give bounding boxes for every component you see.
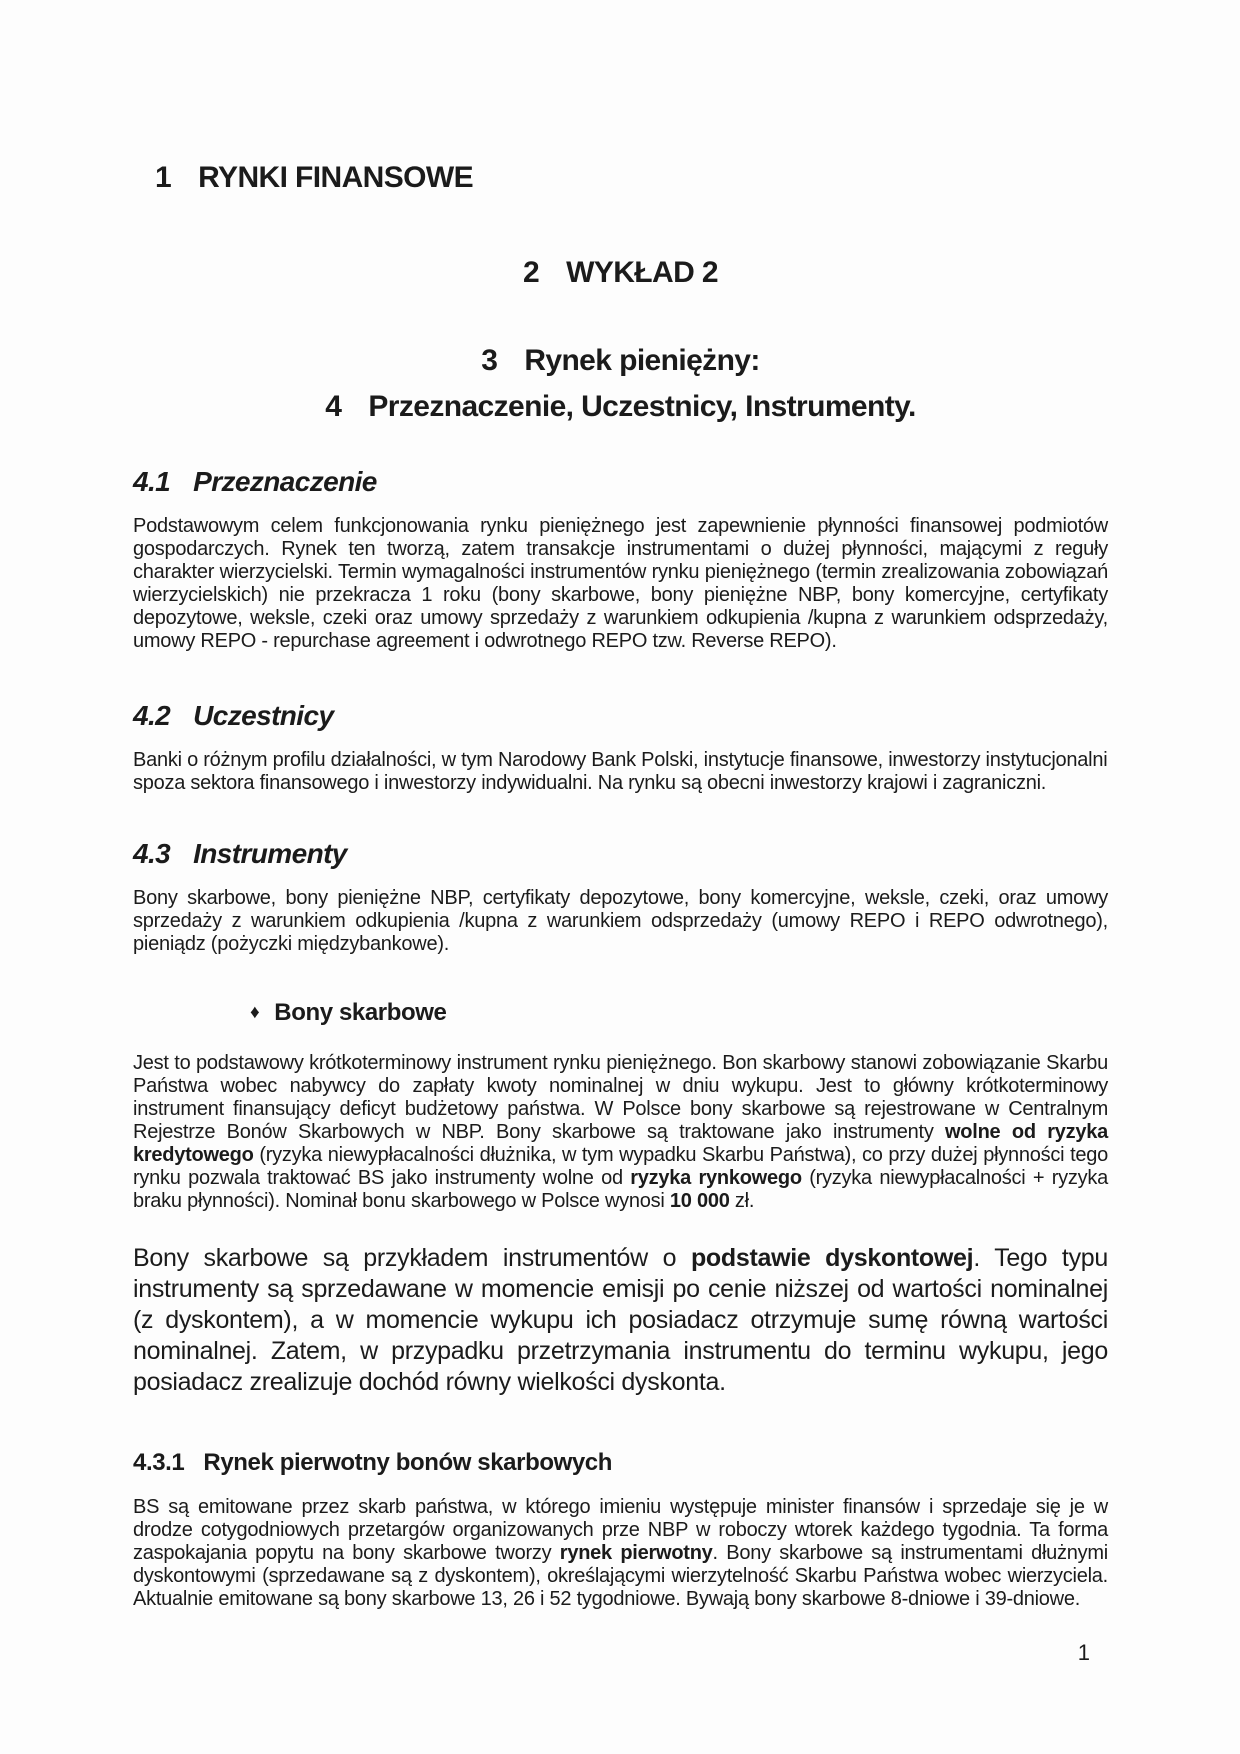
heading-rynki-finansowe [155, 160, 1108, 196]
section-heading-4-3-instrumenty [133, 837, 1108, 871]
heading-number: 4 [325, 390, 342, 423]
heading-text: Przeznaczenie, Uczestnicy, Instrumenty. [368, 390, 916, 423]
heading-text: WYKŁAD 2 [566, 256, 718, 289]
paragraph-rynek-pierwotny: BS są emitowane przez skarb państwa, w którego imieniu występuje minister finansów i sprzedaje się je w drodze cotygodniowych przetargów organizowanych prze NBP w roboczy wtorek każdego tygodnia. Ta forma zaspokajania popytu na bony skarbowe tworzy rynek pierwotny. Bony skarbowe są instrumentami dłużnymi dyskontowymi (sprzedawane są z dyskontem), określającymi wierzytelność Skarbu Państwa wobec wierzyciela. Aktualnie emitowane są bony skarbowe 13, 26 i 52 tygodniowe. Bywają bony skarbowe 8-dniowe i 39-dniowe. [133, 1496, 1108, 1610]
heading-rynek-pieniezny [133, 343, 1108, 379]
paragraph-podstawa-dyskontowa: Bony skarbowe są przykładem instrumentów o podstawie dyskontowej. Tego typu instrumenty są sprzedawane w momencie emisji po cenie niższej od wartości nominalnej (z dyskontem), a w momencie wykupu ich posiadacz otrzymuje sumę równą wartości nominalnej. Zatem, w przypadku przetrzymania instrumentu do terminu wykupu, jego posiadacz zrealizuje dochód równy wielkości dyskonta. [133, 1244, 1108, 1396]
section-title: Przeznaczenie [193, 466, 377, 497]
heading-text: RYNKI FINANSOWE [198, 161, 473, 194]
section-heading-4-2-uczestnicy [133, 699, 1108, 733]
section-title: Rynek pierwotny bonów skarbowych [203, 1449, 613, 1476]
section-number: 4.3.1 [133, 1449, 185, 1476]
subheading-bony-skarbowe [133, 998, 1108, 1028]
paragraph-bony-skarbowe: Jest to podstawowy krótkoterminowy instrument rynku pieniężnego. Bon skarbowy stanowi zobowiązanie Skarbu Państwa wobec nabywcy do zapłaty kwoty nominalnej w dniu wykupu. Jest to główny krótkoterminowy instrument finansujący deficyt budżetowy państwa. W Polsce bony skarbowe są rejestrowane w Centralnym Rejestrze Bonów Skarbowych w NBP. Bony skarbowe są traktowane jako instrumenty wolne od ryzyka kredytowego (ryzyka niewypłacalności dłużnika, w tym wypadku Skarbu Państwa), co przy dużej płynności tego rynku pozwala traktować BS jako instrumenty wolne od ryzyka rynkowego (ryzyka niewypłacalności + ryzyka braku płynności). Nominał bonu skarbowego w Polsce wynosi 10 000 zł. [133, 1052, 1108, 1212]
paragraph-przeznaczenie: Podstawowym celem funkcjonowania rynku pieniężnego jest zapewnienie płynności finansowej podmiotów gospodarczych. Rynek ten tworzą, zatem transakcje instrumentami o dużej płynności, mającymi z reguły charakter wierzycielski. Termin wymagalności instrumentów rynku pieniężnego (termin zrealizowania zobowiązań wierzycielskich) nie przekracza 1 roku (bony skarbowe, bony pieniężne NBP, bony komercyjne, certyfikaty depozytowe, weksle, czeki oraz umowy sprzedaży z warunkiem odkupienia /kupna z warunkiem odsprzedaży, umowy REPO - repurchase agreement i odwrotnego REPO tzw. Reverse REPO). [133, 515, 1108, 652]
heading-number: 1 [155, 161, 172, 194]
heading-przeznaczenie-uczestnicy-instrumenty [133, 389, 1108, 425]
section-heading-4-1-przeznaczenie [133, 465, 1108, 499]
section-heading-4-3-1-rynek-pierwotny [133, 1448, 1108, 1478]
heading-text: Rynek pieniężny: [524, 344, 760, 377]
paragraph-uczestnicy: Banki o różnym profilu działalności, w tym Narodowy Bank Polski, instytucje finansowe, inwestorzy instytucjonalni spoza sektora finansowego i inwestorzy indywidualni. Na rynku są obecni inwestorzy krajowi i zagraniczni. [133, 749, 1108, 794]
heading-wyklad-2 [133, 255, 1108, 291]
section-number: 4.2 [133, 700, 171, 731]
paragraph-instrumenty: Bony skarbowe, bony pieniężne NBP, certyfikaty depozytowe, bony komercyjne, weksle, czeki, oraz umowy sprzedaży z warunkiem odkupienia /kupna z warunkiem odsprzedaży (umowy REPO i REPO odwrotnego), pieniądz (pożyczki międzybankowe). [133, 887, 1108, 955]
section-title: Instrumenty [193, 838, 347, 869]
section-number: 4.3 [133, 838, 171, 869]
subheading-title: Bony skarbowe [274, 999, 447, 1026]
diamond-bullet-icon: ♦ [250, 1002, 260, 1023]
section-title: Uczestnicy [193, 700, 334, 731]
heading-number: 2 [523, 256, 540, 289]
heading-number: 3 [481, 344, 498, 377]
page-number: 1 [1077, 1640, 1090, 1665]
section-number: 4.1 [133, 466, 171, 497]
page-content [133, 0, 1108, 1611]
